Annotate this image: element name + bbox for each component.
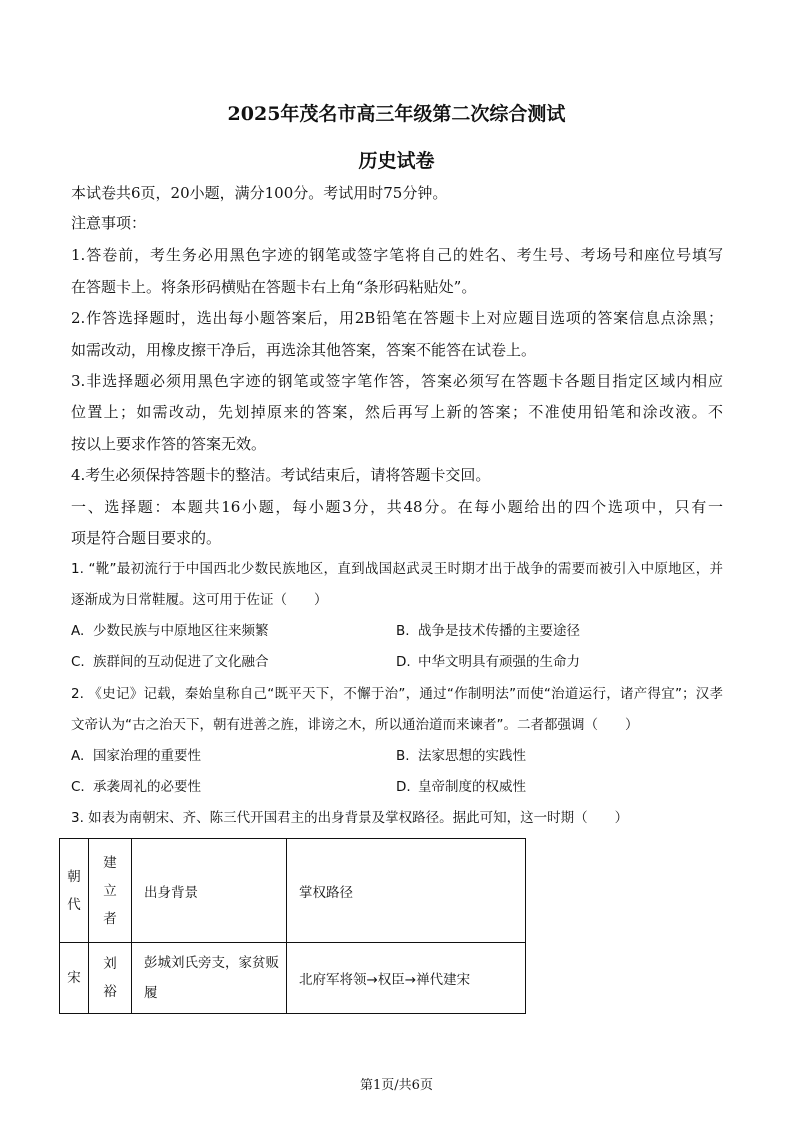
option-text: 中华文明具有顽强的生命力 xyxy=(418,654,580,670)
background-line: 彭城刘氏旁支，家贫贩 xyxy=(144,955,279,971)
header-char: 建 xyxy=(103,854,117,871)
question-2-option-d xyxy=(396,777,526,797)
founder-char: 裕 xyxy=(103,984,117,1000)
option-label: A. xyxy=(71,748,85,764)
exam-intro: 本试卷共6页，20小题，满分100分。考试用时75分钟。 xyxy=(71,184,448,202)
question-1-option-d xyxy=(396,652,580,672)
question-1-stem-line-1: 1. “靴”最初流行于中国西北少数民族地区，直到战国赵武灵王时期才出于战争的需要而被引入中原地区，并 xyxy=(71,561,723,577)
table-header-row xyxy=(60,839,526,943)
exam-subtitle: 历史试卷 xyxy=(358,150,435,172)
question-1-option-c xyxy=(71,652,269,672)
option-text: 法家思想的实践性 xyxy=(418,748,526,764)
option-label: C. xyxy=(71,654,85,670)
header-char: 立 xyxy=(103,882,117,899)
option-text: 少数民族与中原地区往来频繁 xyxy=(93,623,269,639)
notice-1-line-2: 在答题卡上。将条形码横贴在答题卡右上角“条形码粘贴处”。 xyxy=(71,278,477,296)
question-1-stem-line-2: 逐渐成为日常鞋履。这可用于佐证（ ） xyxy=(71,592,328,608)
dynasty-founders-table xyxy=(59,838,526,1014)
option-text: 国家治理的重要性 xyxy=(93,748,201,764)
option-text: 战争是技术传播的主要途径 xyxy=(418,623,580,639)
cell-dynasty: 宋 xyxy=(60,943,89,1014)
option-text: 族群间的互动促进了文化融合 xyxy=(93,654,269,670)
option-label: D. xyxy=(396,654,411,670)
option-text: 承袭周礼的必要性 xyxy=(93,779,201,795)
notice-4: 4.考生必须保持答题卡的整洁。考试结束后，请将答题卡交回。 xyxy=(71,466,491,484)
header-char: 代 xyxy=(67,896,81,913)
table-row xyxy=(60,943,526,1014)
founder-char: 刘 xyxy=(103,956,117,972)
notice-heading: 注意事项： xyxy=(71,214,147,232)
option-label: A. xyxy=(71,623,85,639)
question-2-option-c xyxy=(71,777,201,797)
section-heading-line-2: 项是符合题目要求的。 xyxy=(71,529,222,547)
header-founder xyxy=(89,839,132,943)
page-number-footer: 第1页/共6页 xyxy=(360,1078,433,1093)
question-1-option-b xyxy=(396,621,580,641)
option-text: 皇帝制度的权威性 xyxy=(418,779,526,795)
cell-founder xyxy=(89,943,132,1014)
exam-title: 2025年茂名市高三年级第二次综合测试 xyxy=(227,103,566,125)
option-label: B. xyxy=(396,748,410,764)
option-label: C. xyxy=(71,779,85,795)
notice-3-line-1: 3.非选择题必须用黑色字迹的钢笔或签字笔作答，答案必须写在答题卡各题目指定区域内相应 xyxy=(71,372,723,390)
notice-2-line-2: 如需改动，用橡皮擦干净后，再选涂其他答案，答案不能答在试卷上。 xyxy=(71,341,537,359)
header-dynasty xyxy=(60,839,89,943)
option-label: D. xyxy=(396,779,411,795)
question-1-option-a xyxy=(71,621,269,641)
header-background: 出身背景 xyxy=(132,839,287,943)
question-2-option-a xyxy=(71,746,201,766)
header-path: 掌权路径 xyxy=(287,839,526,943)
question-2-option-b xyxy=(396,746,526,766)
notice-2-line-1: 2.作答选择题时，选出每小题答案后，用2B铅笔在答题卡上对应题目选项的答案信息点涂黑； xyxy=(71,309,723,327)
cell-path: 北府军将领→权臣→禅代建宋 xyxy=(287,943,526,1014)
cell-background xyxy=(132,943,287,1014)
option-label: B. xyxy=(396,623,410,639)
section-heading-line-1: 一、选择题：本题共16小题，每小题3分，共48分。在每小题给出的四个选项中，只有一 xyxy=(71,498,723,516)
notice-1-line-1: 1.答卷前，考生务必用黑色字迹的钢笔或签字笔将自己的姓名、考生号、考场号和座位号填写 xyxy=(71,246,723,264)
header-char: 朝 xyxy=(67,868,81,885)
notice-3-line-3: 按以上要求作答的答案无效。 xyxy=(71,435,267,453)
question-3-stem: 3. 如表为南朝宋、齐、陈三代开国君主的出身背景及掌权路径。据此可知，这一时期（ ） xyxy=(71,810,629,826)
header-char: 者 xyxy=(103,910,117,927)
question-2-stem-line-2: 文帝认为“古之治天下，朝有进善之旌，诽谤之木，所以通治道而来谏者”。二者都强调（ ） xyxy=(71,717,639,733)
question-2-stem-line-1: 2. 《史记》记载，秦始皇称自己“既平天下，不懈于治”，通过“作制明法”而使“治道运行，诸产得宜”；汉孝 xyxy=(71,686,723,702)
notice-3-line-2: 位置上；如需改动，先划掉原来的答案，然后再写上新的答案；不准使用铅笔和涂改液。不 xyxy=(71,403,723,421)
background-line: 履 xyxy=(144,985,158,1001)
